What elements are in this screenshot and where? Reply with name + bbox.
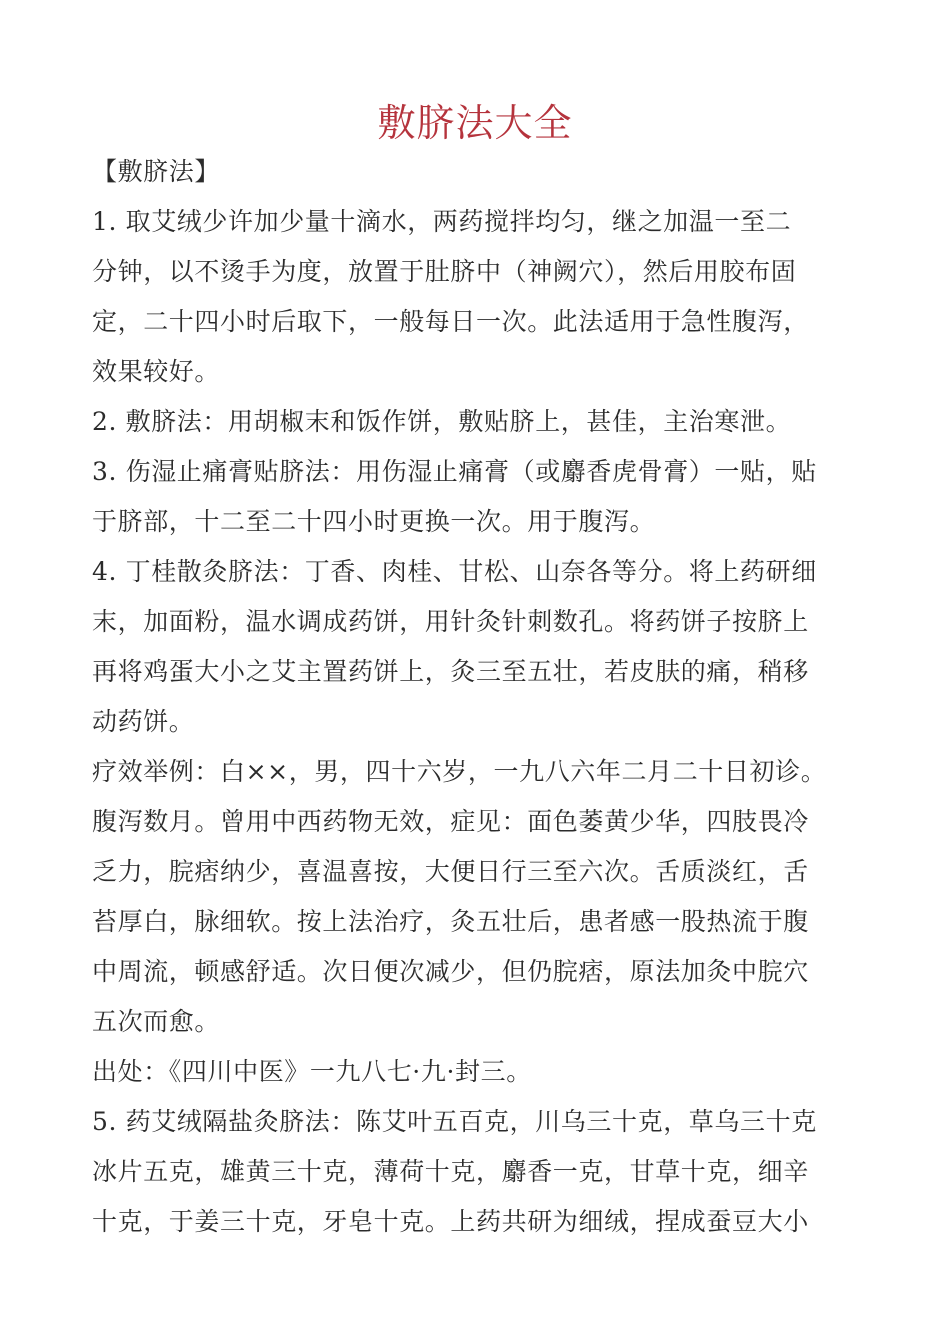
text-line: 末，加面粉，温水调成药饼，用针灸针刺数孔。将药饼子按脐上 xyxy=(92,607,809,636)
text-line: 3. 伤湿止痛膏贴脐法：用伤湿止痛膏（或麝香虎骨膏）一贴，贴 xyxy=(92,457,817,486)
text-line: 腹泻数月。曾用中西药物无效，症见：面色萎黄少华，四肢畏冷 xyxy=(92,807,809,836)
text-line: 中周流，顿感舒适。次日便次减少，但仍脘痞，原法加灸中脘穴 xyxy=(92,957,809,986)
page-title: 敷脐法大全 xyxy=(377,101,573,145)
text-line: 十克，于姜三十克，牙皂十克。上药共研为细绒，捏成蚕豆大小 xyxy=(92,1207,809,1236)
text-line: 再将鸡蛋大小之艾主置药饼上，灸三至五壮，若皮肤的痛，稍移 xyxy=(92,657,809,686)
text-line: 五次而愈。 xyxy=(92,1007,221,1036)
document-body xyxy=(92,147,862,1247)
text-line: 4. 丁桂散灸脐法：丁香、肉桂、甘松、山奈各等分。将上药研细 xyxy=(92,557,817,586)
text-line: 分钟，以不烫手为度，放置于肚脐中（神阙穴），然后用胶布固 xyxy=(92,257,797,286)
source-citation-line: 出处：《四川中医》一九八七·九·封三。 xyxy=(92,1057,532,1086)
text-line: 于脐部，十二至二十四小时更换一次。用于腹泻。 xyxy=(92,507,656,536)
text-line: 乏力，脘痞纳少，喜温喜按，大便日行三至六次。舌质淡红，舌 xyxy=(92,857,809,886)
text-line: 1. 取艾绒少许加少量十滴水，两药搅拌均匀，继之加温一至二 xyxy=(92,207,792,236)
text-line: 效果较好。 xyxy=(92,357,221,386)
text-line: 苔厚白，脉细软。按上法治疗，灸五壮后，患者感一股热流于腹 xyxy=(92,907,809,936)
case-example-line: 疗效举例：白××，男，四十六岁，一九八六年二月二十日初诊。 xyxy=(92,757,827,786)
text-line: 冰片五克，雄黄三十克，薄荷十克，麝香一克，甘草十克，细辛 xyxy=(92,1157,809,1186)
text-line: 2. 敷脐法：用胡椒末和饭作饼，敷贴脐上，甚佳，主治寒泄。 xyxy=(92,407,792,436)
section-heading: 【敷脐法】 xyxy=(92,157,221,186)
text-line: 动药饼。 xyxy=(92,707,195,736)
text-line: 定，二十四小时后取下，一般每日一次。此法适用于急性腹泻， xyxy=(92,307,809,336)
text-line: 5. 药艾绒隔盐灸脐法：陈艾叶五百克，川乌三十克，草乌三十克 xyxy=(92,1107,817,1136)
